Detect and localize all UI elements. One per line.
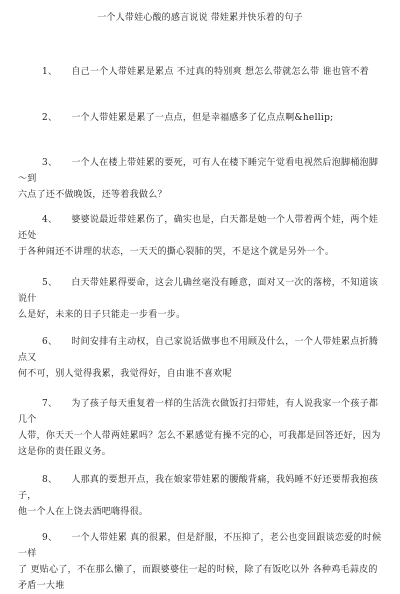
item-text: 为了孩子每天重复着一样的生活洗衣做饭打扫带娃，有人说我家一个孩子都几个: [18, 399, 379, 425]
list-item: [18, 472, 382, 520]
item-number: 5、: [42, 278, 58, 288]
item-line: [18, 64, 382, 80]
item-line: 这是你的责任跟义务。: [18, 447, 112, 457]
item-line: 么是好，未来的日子只能走一步看一步。: [18, 310, 186, 320]
item-line: [18, 212, 382, 244]
item-text: 婆婆说最近带娃累伤了，确实也是，白天都是她一个人带着两个娃，两个娃还处: [18, 215, 379, 241]
item-number: 9、: [42, 533, 58, 543]
item-number: 2、: [42, 113, 58, 123]
item-text: 人那真的要想开点，我在娘家带娃累的腰酸背痛，我妈睡不好还要帮我抱孩子，: [18, 475, 379, 501]
item-number: 6、: [42, 337, 58, 347]
item-line: [18, 155, 382, 187]
item-number: 1、: [42, 67, 58, 77]
item-line: [18, 110, 382, 126]
list-item: [18, 334, 382, 382]
item-number: 3、: [42, 158, 58, 168]
item-text: 一个人带娃累 真的很累，但是舒服，不压抑了，老公也变回跟谈恋爱的时候一样: [18, 533, 382, 559]
item-line: 了 更贴心了，不在那么懒了，而跟婆婆住一起的时候，除了有饭吃以外 各种鸡毛蒜皮的: [18, 565, 378, 575]
item-number: 8、: [42, 475, 58, 485]
item-text: 自己一个人带娃累是累点 不过真的特别爽 想怎么带就怎么带 谁也管不着: [71, 67, 370, 77]
item-number: 7、: [42, 399, 58, 409]
item-line: [18, 530, 382, 562]
item-line: [18, 396, 382, 428]
item-line: 何不可，别人觉得我累，我觉得好，自由谁不喜欢呢: [18, 369, 232, 379]
list-item: [18, 212, 382, 260]
document-title: 一个人带娃心酸的感言说说 带娃累并快乐着的句子: [97, 13, 303, 23]
item-line: [18, 334, 382, 366]
item-text: 一个人在楼上带娃累的要死，可有人在楼下睡完午觉看电视然后泡脚桶泡脚～到: [18, 158, 379, 184]
list-item: [18, 155, 382, 203]
item-text: 时间安排有主动权，自己家说话做事也不用顾及什么，一个人带娃累点折腾点又: [18, 337, 379, 363]
list-item: [18, 275, 382, 323]
item-line: 他一个人在上饶去酒吧嗨得很。: [18, 507, 149, 517]
item-line: [18, 472, 382, 504]
list-item: [18, 110, 382, 126]
item-line: 六点了还不做晚饭，还等着我做么？: [18, 190, 167, 200]
item-text: 白天带娃累得要命，这会儿确丝毫没有睡意，面对又一次的落榜，不知道该说什: [18, 278, 379, 304]
list-item: [18, 530, 382, 594]
item-line: 人带，你天天一个人带两娃累吗？怎么不累感觉有操不完的心，可我都是回答还好，因为: [18, 431, 381, 441]
list-item: [18, 64, 382, 80]
item-text: 一个人带娃累是累了一点点，但是幸福感多了亿点点啊&hellip;: [71, 113, 334, 123]
item-line: 于各种闹还不讲理的状态，一天天的撕心裂肺的哭，不是这个就是另外一个。: [18, 247, 335, 257]
item-line: 矛盾一大堆: [18, 581, 65, 591]
item-number: 4、: [42, 215, 58, 225]
list-item: [18, 396, 382, 460]
item-line: [18, 275, 382, 307]
